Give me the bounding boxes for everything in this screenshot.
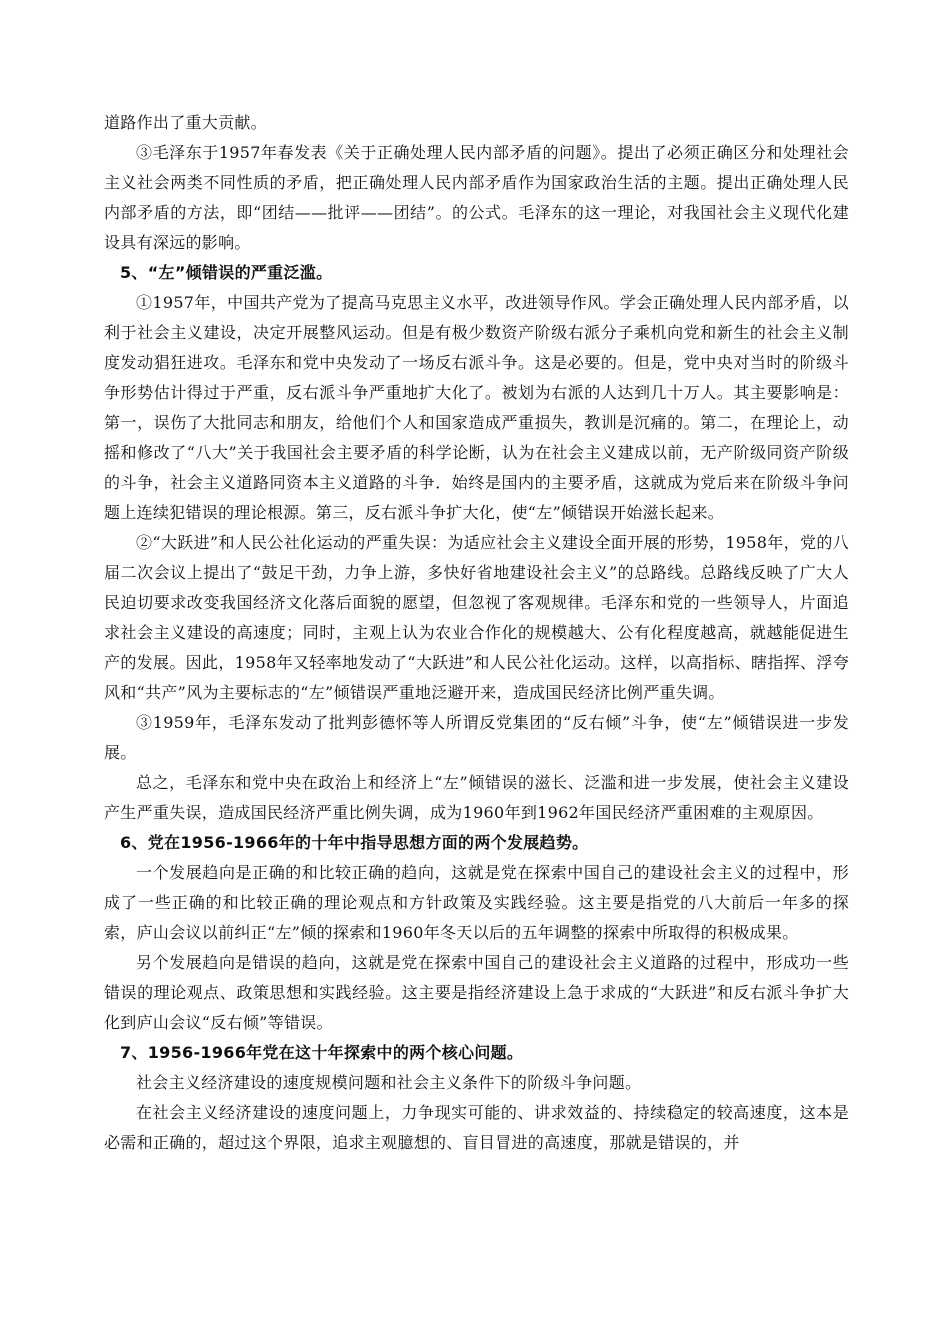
- paragraph: ③毛泽东于1957年春发表《关于正确处理人民内部矛盾的问题》。提出了必须正确区分和处理社会主义社会两类不同性质的矛盾，把正确处理人民内部矛盾作为国家政治生活的主题。提出正确处理人民内部矛盾的方法，即“团结——批评——团结”。的公式。毛泽东的这一理论，对我国社会主义现代化建设具有深远的影响。: [104, 143, 849, 252]
- section-heading: 7、1956-1966年党在这十年探索中的两个核心问题。: [120, 1043, 524, 1062]
- section-heading: 5、“左”倾错误的严重泛滥。: [120, 263, 333, 282]
- paragraph: ①1957年，中国共产党为了提高马克思主义水平，改进领导作风。学会正确处理人民内部矛盾，以利于社会主义建设，决定开展整风运动。但是有极少数资产阶级右派分子乘机向党和新生的社会主义制度发动猖狂进攻。毛泽东和党中央发动了一场反右派斗争。这是必要的。但是，党中央对当时的阶级斗争形势估计得过于严重，反右派斗争严重地扩大化了。被划为右派的人达到几十万人。其主要影响是：第一，误伤了大批同志和朋友，给他们个人和国家造成严重损失，教训是沉痛的。第二，在理论上，动摇和修改了“八大”关于我国社会主要矛盾的科学论断，认为在社会主义建成以前，无产阶级同资产阶级的斗争，社会主义道路同资本主义道路的斗争．始终是国内的主要矛盾，这就成为党后来在阶级斗争问题上连续犯错误的理论根源。第三，反右派斗争扩大化，使“左”倾错误开始滋长起来。: [104, 293, 849, 522]
- paragraph: 社会主义经济建设的速度规模问题和社会主义条件下的阶级斗争问题。: [136, 1073, 642, 1092]
- paragraph: 在社会主义经济建设的速度问题上，力争现实可能的、讲求效益的、持续稳定的较高速度，这本是必需和正确的，超过这个界限，追求主观臆想的、盲目冒进的高速度，那就是错误的，并: [104, 1103, 849, 1152]
- paragraph: 道路作出了重大贡献。: [104, 113, 268, 132]
- paragraph: 一个发展趋向是正确的和比较正确的趋向，这就是党在探索中国自己的建设社会主义的过程中，形成了一些正确的和比较正确的理论观点和方针政策及实践经验。这主要是指党的八大前后一年多的探索，庐山会议以前纠正“左”倾的探索和1960年冬天以后的五年调整的探索中所取得的积极成果。: [104, 863, 849, 942]
- paragraph: ③1959年，毛泽东发动了批判彭德怀等人所谓反党集团的“反右倾”斗争，使“左”倾错误进一步发展。: [104, 713, 849, 762]
- document-page: [104, 108, 849, 1158]
- paragraph: 另个发展趋向是错误的趋向，这就是党在探索中国自己的建设社会主义道路的过程中，形成功一些错误的理论观点、政策思想和实践经验。这主要是指经济建设上急于求成的“大跃进”和反右派斗争扩大化到庐山会议“反右倾”等错误。: [104, 953, 849, 1032]
- paragraph: 总之，毛泽东和党中央在政治上和经济上“左”倾错误的滋长、泛滥和进一步发展，使社会主义建设产生严重失误，造成国民经济严重比例失调，成为1960年到1962年国民经济严重困难的主观原因。: [104, 773, 849, 822]
- paragraph: ②“大跃进”和人民公社化运动的严重失误：为适应社会主义建设全面开展的形势，1958年，党的八届二次会议上提出了“鼓足干劲，力争上游，多快好省地建设社会主义”的总路线。总路线反映了广大人民迫切要求改变我国经济文化落后面貌的愿望，但忽视了客观规律。毛泽东和党的一些领导人，片面追求社会主义建设的高速度；同时，主观上认为农业合作化的规模越大、公有化程度越高，就越能促进生产的发展。因此，1958年又轻率地发动了“大跃进”和人民公社化运动。这样，以高指标、瞎指挥、浮夸风和“共产”风为主要标志的“左”倾错误严重地泛避开来，造成国民经济比例严重失调。: [104, 533, 849, 702]
- section-heading: 6、党在1956-1966年的十年中指导思想方面的两个发展趋势。: [120, 833, 589, 852]
